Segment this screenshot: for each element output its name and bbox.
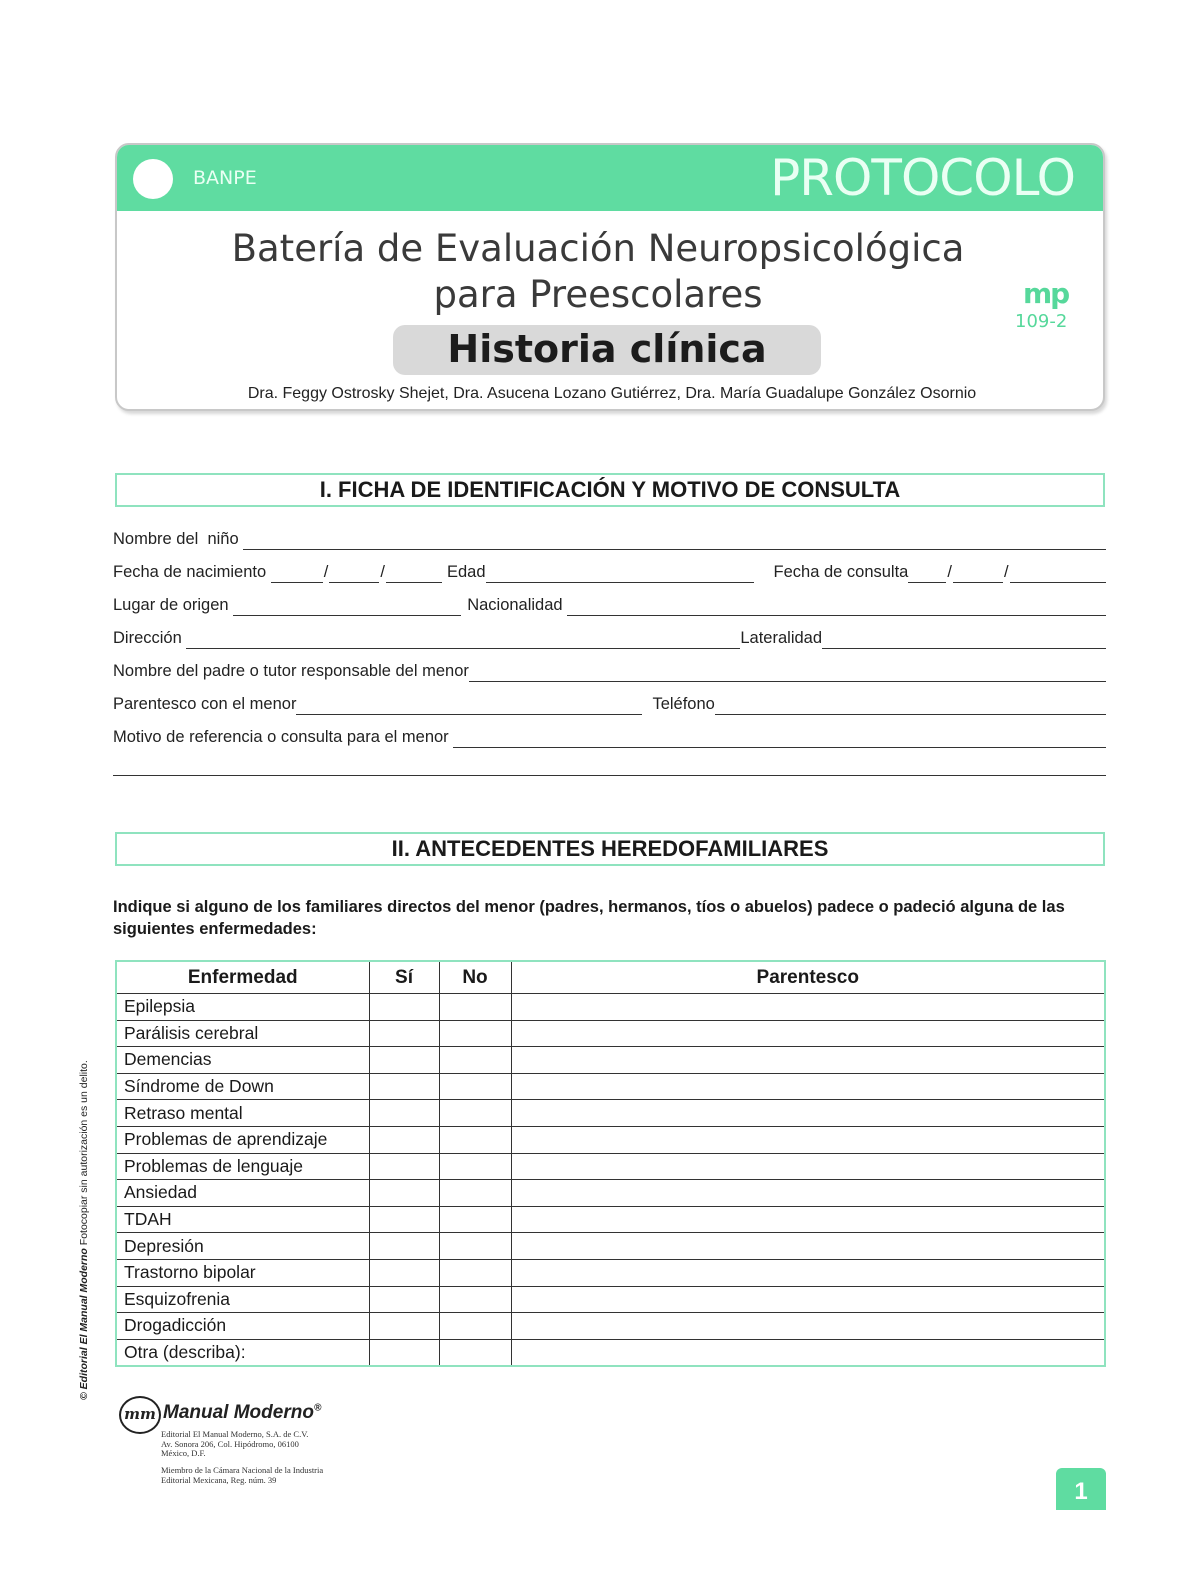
parentesco-cell[interactable]: [511, 1259, 1105, 1286]
no-cell[interactable]: [439, 1073, 511, 1100]
field-label: Edad: [446, 563, 486, 581]
no-cell[interactable]: [439, 1339, 511, 1366]
table-row: [116, 994, 1105, 1021]
si-cell[interactable]: [369, 1073, 439, 1100]
si-cell[interactable]: [369, 1047, 439, 1074]
parentesco-cell[interactable]: [511, 1073, 1105, 1100]
si-cell[interactable]: [369, 1259, 439, 1286]
field-label: Teléfono: [652, 695, 715, 713]
si-cell[interactable]: [369, 1339, 439, 1366]
col-enfermedad: Enfermedad: [116, 961, 369, 994]
motivo-extra-line[interactable]: [113, 775, 1106, 776]
consult-month-line[interactable]: [953, 564, 1003, 583]
instruction-text: Indique si alguno de los familiares directos del menor (padres, hermanos, tíos o abuelos) padece o padeció alguna de las siguientes enfermedades:: [113, 898, 1065, 938]
nombre-nino-line[interactable]: [243, 531, 1106, 550]
motivo-line[interactable]: [453, 729, 1106, 748]
col-no: No: [439, 961, 511, 994]
parentesco-cell[interactable]: [511, 1180, 1105, 1207]
field-label: Motivo de referencia o consulta para el menor: [113, 728, 449, 746]
nacionalidad-line[interactable]: [567, 597, 1106, 616]
field-label: Nombre del niño: [113, 530, 239, 548]
title-line-1: Batería de Evaluación Neuropsicológica: [231, 227, 965, 270]
page-number: 1: [1056, 1468, 1106, 1510]
side-copyright: © Editorial El Manual Moderno Fotocopiar sin autorización es un delito.: [78, 1060, 90, 1400]
field-label: Nombre del padre o tutor responsable del menor: [113, 662, 469, 680]
field-fecha-row[interactable]: Fecha de nacimiento / / Edad Fecha de consulta / /: [113, 559, 1106, 583]
si-cell[interactable]: [369, 1233, 439, 1260]
field-label: Fecha de consulta: [773, 563, 909, 581]
telefono-line[interactable]: [715, 696, 1106, 715]
table-row: [116, 1233, 1105, 1260]
disease-name: Parálisis cerebral: [116, 1020, 369, 1047]
circle-icon: [133, 159, 173, 199]
si-cell[interactable]: [369, 994, 439, 1021]
table-row: [116, 1153, 1105, 1180]
disease-name: Demencias: [116, 1047, 369, 1074]
no-cell[interactable]: [439, 1047, 511, 1074]
col-parentesco: Parentesco: [511, 961, 1105, 994]
disease-name: Síndrome de Down: [116, 1073, 369, 1100]
no-cell[interactable]: [439, 1020, 511, 1047]
parentesco-cell[interactable]: [511, 1153, 1105, 1180]
disease-name: Depresión: [116, 1233, 369, 1260]
table-row: [116, 1339, 1105, 1366]
table-row: [116, 1206, 1105, 1233]
si-cell[interactable]: [369, 1286, 439, 1313]
subtitle: Historia clínica: [447, 327, 767, 371]
field-motivo-row[interactable]: [113, 724, 1106, 748]
header-card: [115, 143, 1105, 411]
parentesco-cell[interactable]: [511, 1286, 1105, 1313]
disease-table: [115, 960, 1106, 1367]
disease-name: Epilepsia: [116, 994, 369, 1021]
table-row: [116, 1047, 1105, 1074]
si-cell[interactable]: [369, 1100, 439, 1127]
authors: Dra. Feggy Ostrosky Shejet, Dra. Asucena Lozano Gutiérrez, Dra. María Guadalupe González Osornio: [247, 385, 977, 402]
direccion-line[interactable]: [186, 630, 740, 649]
si-cell[interactable]: [369, 1020, 439, 1047]
birth-day-line[interactable]: [271, 564, 323, 583]
field-label: Lugar de origen: [113, 596, 229, 614]
table-row: [116, 1020, 1105, 1047]
si-cell[interactable]: [369, 1180, 439, 1207]
table-row: [116, 1126, 1105, 1153]
no-cell[interactable]: [439, 1153, 511, 1180]
no-cell[interactable]: [439, 1100, 511, 1127]
no-cell[interactable]: [439, 994, 511, 1021]
mp-logo-icon: mp: [1023, 277, 1069, 310]
nombre-padre-line[interactable]: [469, 663, 1106, 682]
table-row: [116, 1073, 1105, 1100]
parentesco-cell[interactable]: [511, 1206, 1105, 1233]
section-1-title: I. FICHA DE IDENTIFICACIÓN Y MOTIVO DE CONSULTA: [115, 473, 1105, 507]
no-cell[interactable]: [439, 1126, 511, 1153]
field-lugar-row[interactable]: [113, 592, 1106, 616]
parentesco-cell[interactable]: [511, 1100, 1105, 1127]
si-cell[interactable]: [369, 1153, 439, 1180]
parentesco-cell[interactable]: [511, 994, 1105, 1021]
title-line-2: para Preescolares: [433, 273, 763, 316]
consult-day-line[interactable]: [908, 564, 946, 583]
parentesco-line[interactable]: [296, 696, 642, 715]
parentesco-cell[interactable]: [511, 1047, 1105, 1074]
parentesco-cell[interactable]: [511, 1126, 1105, 1153]
table-row: [116, 1313, 1105, 1340]
disease-name: Ansiedad: [116, 1180, 369, 1207]
birth-year-line[interactable]: [386, 564, 442, 583]
si-cell[interactable]: [369, 1126, 439, 1153]
disease-name: Retraso mental: [116, 1100, 369, 1127]
parentesco-cell[interactable]: [511, 1020, 1105, 1047]
table-header-row: [116, 961, 1105, 994]
parentesco-cell[interactable]: [511, 1233, 1105, 1260]
field-parentesco-row[interactable]: [113, 691, 1106, 715]
table-row: [116, 1180, 1105, 1207]
no-cell[interactable]: [439, 1259, 511, 1286]
table-row: [116, 1286, 1105, 1313]
consult-year-line[interactable]: [1010, 564, 1106, 583]
publisher-membership: Miembro de la Cámara Nacional de la Industria Editorial Mexicana, Reg. núm. 39: [161, 1465, 324, 1485]
field-label: Lateralidad: [740, 629, 823, 647]
publisher-address: Editorial El Manual Moderno, S.A. de C.V. Av. Sonora 206, Col. Hipódromo, 06100 México, D.F.: [161, 1429, 309, 1458]
field-label: Dirección: [113, 629, 182, 647]
no-cell[interactable]: [439, 1206, 511, 1233]
col-si: Sí: [369, 961, 439, 994]
protocol-code: 109-2: [1015, 311, 1068, 332]
field-label: Nacionalidad: [467, 596, 563, 614]
disease-name: TDAH: [116, 1206, 369, 1233]
publisher-name: Manual Moderno®: [163, 1402, 322, 1423]
field-padre-row[interactable]: [113, 658, 1106, 682]
table-row: [116, 1259, 1105, 1286]
no-cell[interactable]: [439, 1286, 511, 1313]
no-cell[interactable]: [439, 1313, 511, 1340]
no-cell[interactable]: [439, 1180, 511, 1207]
lugar-origen-line[interactable]: [233, 597, 461, 616]
parentesco-cell[interactable]: [511, 1339, 1105, 1366]
disease-name: Problemas de lenguaje: [116, 1153, 369, 1180]
field-label: Fecha de nacimiento: [113, 563, 267, 581]
disease-name: Otra (describa):: [124, 1342, 246, 1363]
disease-name: Problemas de aprendizaje: [116, 1126, 369, 1153]
section-2-title: II. ANTECEDENTES HEREDOFAMILIARES: [115, 832, 1105, 866]
edad-line[interactable]: [486, 564, 754, 583]
no-cell[interactable]: [439, 1233, 511, 1260]
protocolo-label: PROTOCOLO: [770, 149, 1075, 207]
si-cell[interactable]: [369, 1313, 439, 1340]
si-cell[interactable]: [369, 1206, 439, 1233]
birth-month-line[interactable]: [329, 564, 379, 583]
disease-name: Drogadicción: [116, 1313, 369, 1340]
field-nombre-nino[interactable]: [113, 526, 1106, 550]
parentesco-cell[interactable]: [511, 1313, 1105, 1340]
field-label: Parentesco con el menor: [113, 695, 297, 713]
manual-moderno-logo-icon: mm: [119, 1396, 161, 1434]
brand-label: BANPE: [193, 167, 257, 189]
disease-name: Esquizofrenia: [116, 1286, 369, 1313]
lateralidad-line[interactable]: [822, 630, 1106, 649]
field-direccion-row[interactable]: [113, 625, 1106, 649]
disease-name: Trastorno bipolar: [116, 1259, 369, 1286]
table-row: [116, 1100, 1105, 1127]
